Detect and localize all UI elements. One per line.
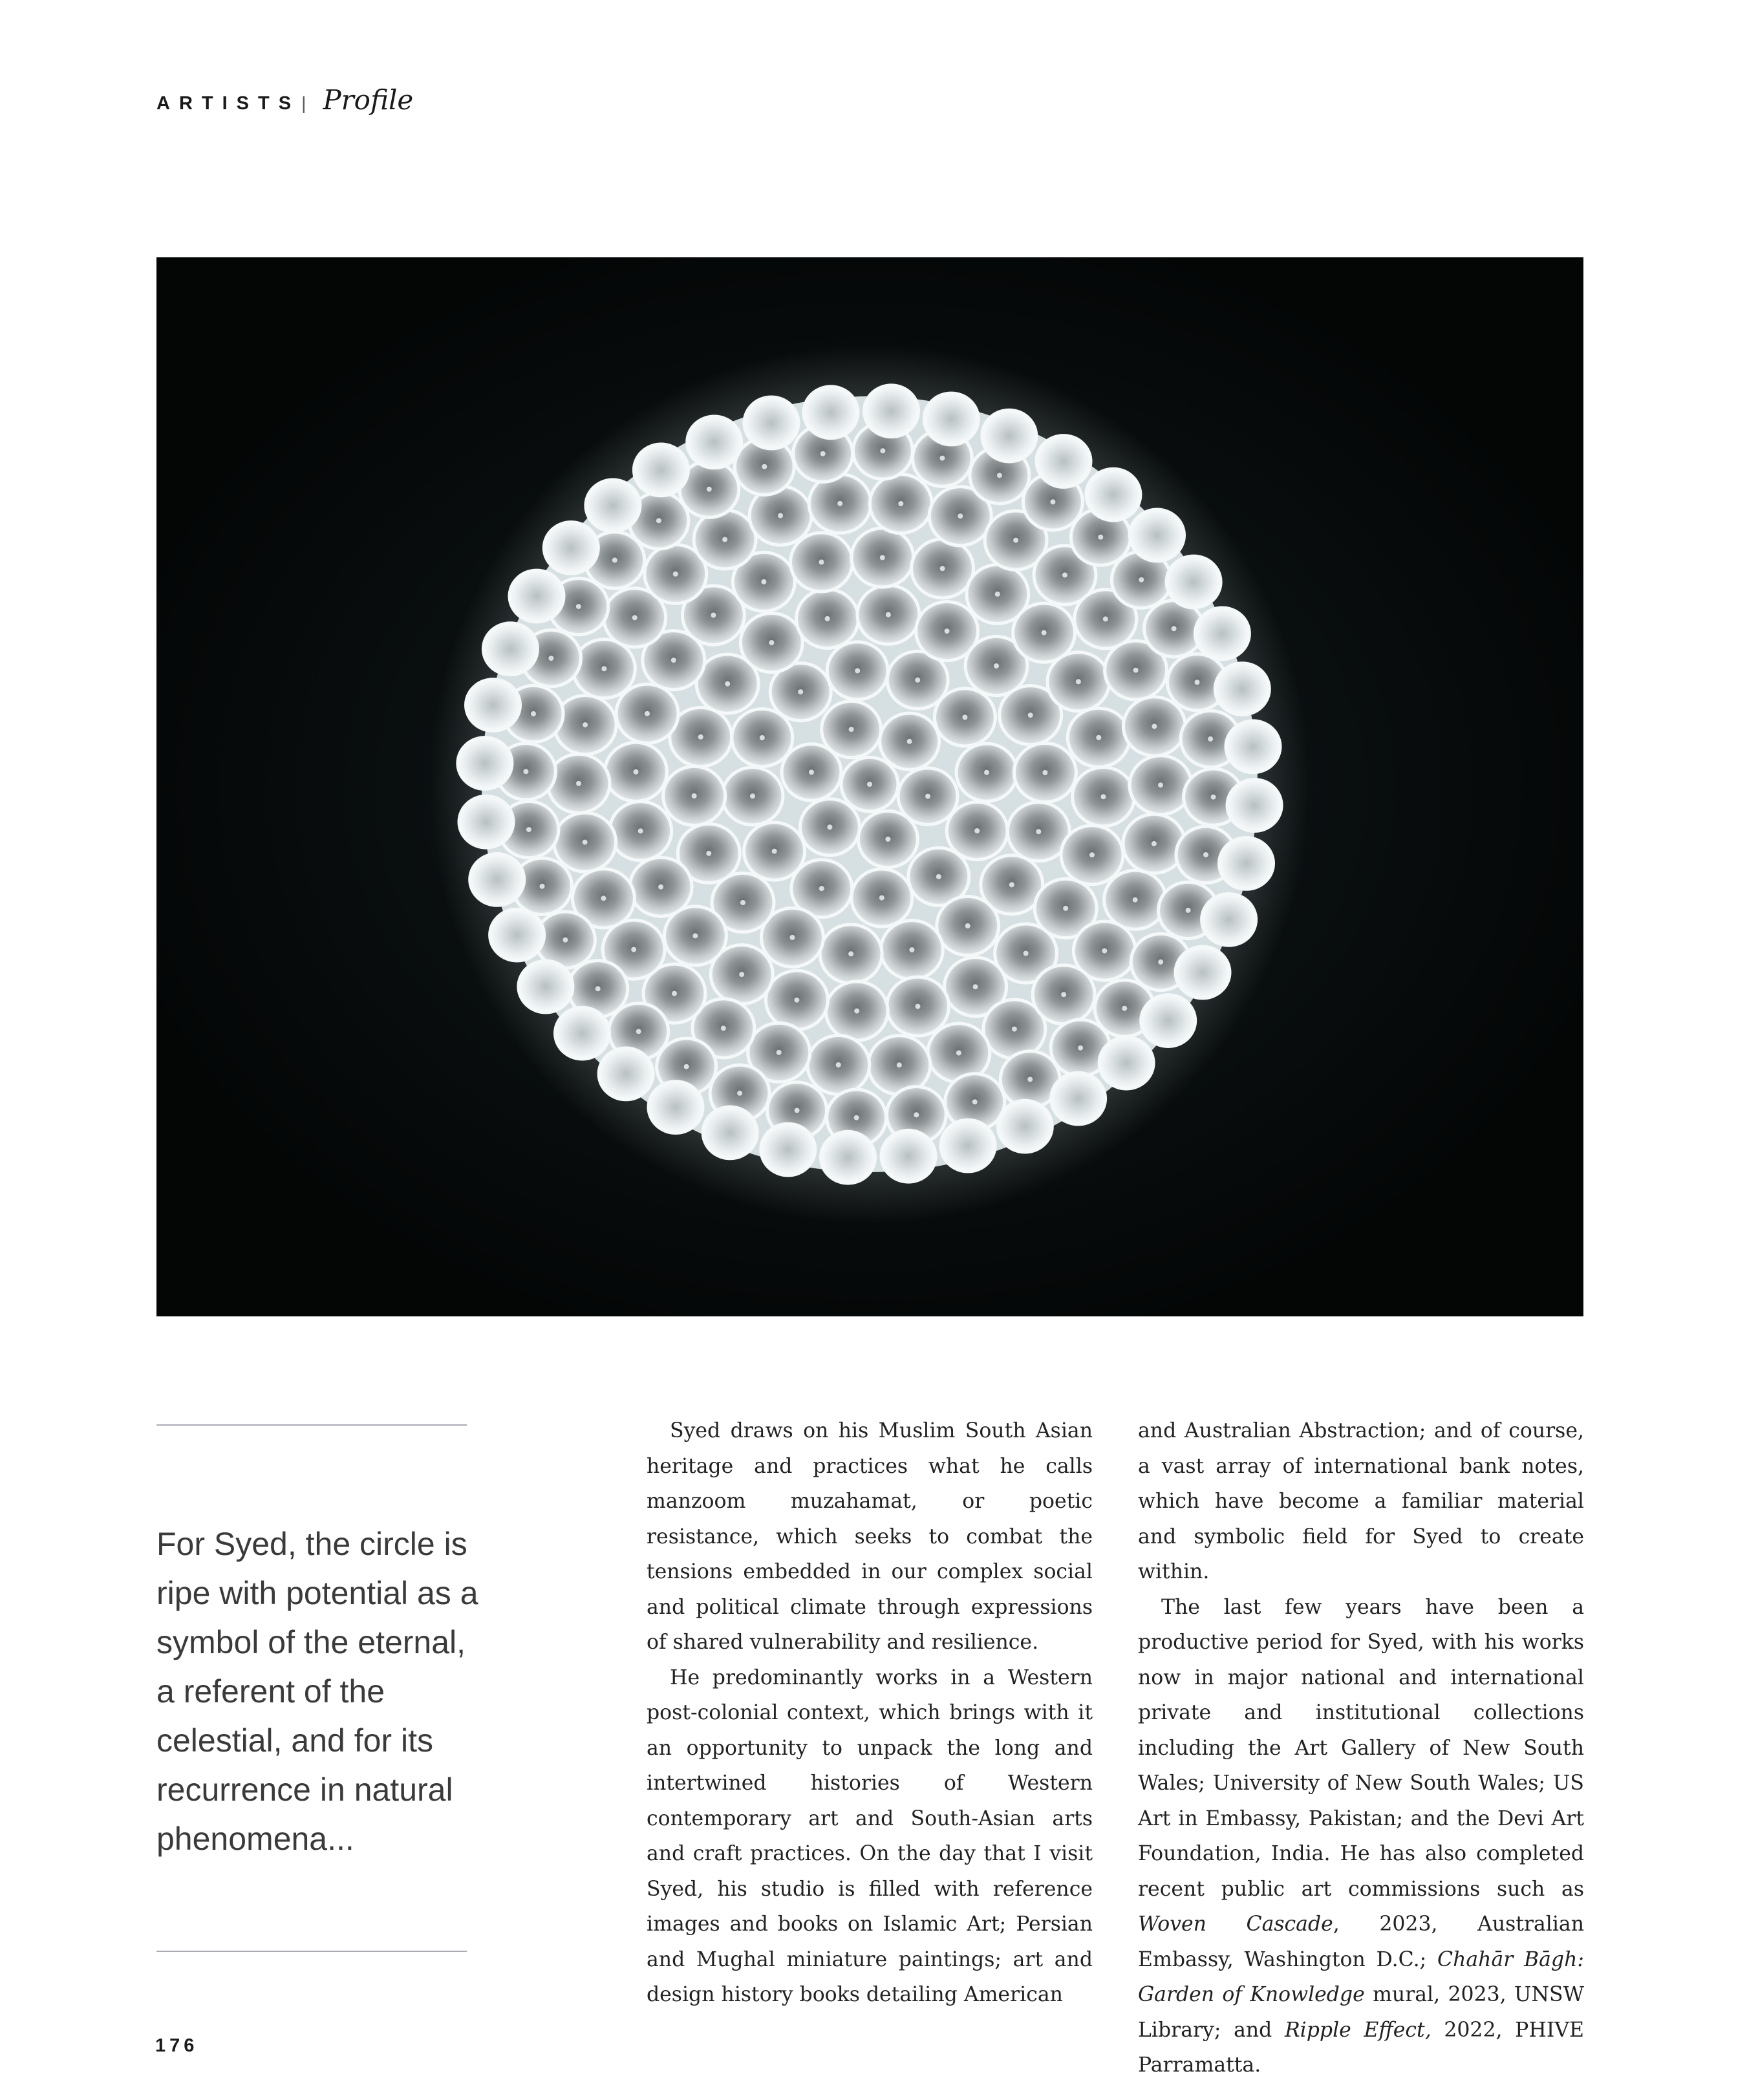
petal-cup <box>586 480 640 531</box>
petal-cup <box>1219 838 1274 890</box>
petal-cup <box>1036 436 1091 488</box>
petal-center <box>837 501 842 506</box>
petal-center <box>854 1009 859 1014</box>
petal-center <box>760 735 765 740</box>
petal-center <box>658 884 663 890</box>
petal-center <box>1133 897 1138 903</box>
petal-center <box>692 933 698 938</box>
petal-center <box>1208 736 1213 742</box>
petal-center <box>798 689 803 694</box>
petal-center <box>848 951 853 956</box>
petal-center <box>739 972 744 977</box>
petal-center <box>945 628 950 634</box>
petal-center <box>583 840 588 845</box>
petal-center <box>576 604 581 609</box>
petal-cup <box>1202 894 1256 945</box>
petal-cup <box>1051 1073 1106 1124</box>
petal-center <box>1098 535 1103 540</box>
petal-center <box>940 566 945 571</box>
body-column-1 <box>647 1413 1093 2013</box>
column-2-paragraph-2 <box>1138 1590 1584 2083</box>
petal-center <box>1186 908 1191 913</box>
petal-center <box>1036 829 1041 834</box>
petal-center <box>1076 679 1081 684</box>
petal-cup <box>1130 509 1185 561</box>
page-number: 176 <box>155 2035 198 2056</box>
paragraph-text: 2022, PHIVE Parramatta. <box>1138 2018 1585 2077</box>
petal-center <box>886 612 891 617</box>
petal-cup <box>649 1082 703 1133</box>
petal-center <box>827 824 832 830</box>
running-head <box>156 84 413 116</box>
petal-center <box>740 900 745 905</box>
petal-center <box>1152 723 1157 729</box>
petal-cup <box>634 444 688 496</box>
petal-center <box>1122 1006 1127 1011</box>
petal-center <box>631 947 636 952</box>
petal-center <box>1042 630 1047 636</box>
petal-center <box>725 681 730 687</box>
petal-center <box>750 793 755 798</box>
petal-cup <box>982 410 1036 462</box>
petal-center <box>722 537 727 542</box>
petal-center <box>855 668 860 673</box>
petal-center <box>995 592 1000 597</box>
pull-quote: For Syed, the circle is ripe with potential as a symbol of the eternal, a referent of the celestial, and for its recurrence in natural phenomena... <box>156 1526 478 1857</box>
petal-center <box>854 1115 859 1120</box>
petal-center <box>973 984 978 989</box>
petal-center <box>769 640 774 645</box>
petal-center <box>1012 1027 1017 1032</box>
petal-cup <box>881 1130 936 1182</box>
petal-center <box>601 895 606 901</box>
petal-center <box>880 555 885 560</box>
petal-center <box>879 895 884 901</box>
petal-center <box>809 769 814 775</box>
petal-center <box>1101 794 1106 799</box>
petal-center <box>1050 499 1055 504</box>
petal-center <box>595 986 601 991</box>
petal-center <box>707 487 712 492</box>
petal-center <box>915 678 920 683</box>
petal-center <box>778 513 783 519</box>
section-label: ARTISTS <box>156 93 301 114</box>
petal-center <box>836 1062 841 1067</box>
petal-center <box>1139 577 1144 583</box>
petal-cup <box>703 1107 757 1159</box>
petal-center <box>761 579 766 584</box>
petal-center <box>563 938 568 943</box>
petal-cup <box>804 387 858 438</box>
petal-center <box>1211 795 1216 800</box>
artwork-title: Ripple Effect, <box>1284 2018 1431 2042</box>
petal-center <box>1158 782 1163 788</box>
column-1-paragraph-1: Syed draws on his Muslim South Asian heritage and practices what he calls manzoom muzahamat, or poetic resistance, which seeks to combat the tensions embedded in our complex social and political climate through expressions of shared vulnerability and resilience. <box>647 1419 1093 1654</box>
petal-center <box>1089 852 1095 857</box>
petal-center <box>897 1062 902 1067</box>
petal-cup <box>1166 556 1221 608</box>
petal-center <box>777 1050 782 1055</box>
petal-center <box>634 769 639 775</box>
petal-cup <box>490 909 544 961</box>
petal-center <box>1027 1077 1033 1082</box>
petal-center <box>772 849 777 854</box>
petal-center <box>1042 770 1047 775</box>
petal-center <box>612 557 617 562</box>
paragraph-text: , 2023, Australian Embassy, Washington D.C.; <box>1138 1912 1584 1971</box>
artwork-title: Chahār Bāgh: Garden of Knowledge <box>1138 1947 1584 2006</box>
petal-center <box>974 828 980 833</box>
petal-cup <box>466 680 520 731</box>
petal-center <box>849 727 854 732</box>
petal-center <box>1009 882 1014 887</box>
petal-center <box>825 616 830 621</box>
paragraph-text: mural, 2023, UNSW Library; and <box>1138 1983 1584 2042</box>
petal-center <box>965 923 970 928</box>
artwork-title: Woven Cascade <box>1138 1912 1333 1936</box>
petal-center <box>867 782 872 787</box>
petal-center <box>645 711 650 716</box>
petal-center <box>638 828 643 833</box>
petal-cup <box>1175 947 1230 998</box>
petal-cup <box>509 570 564 622</box>
petal-cup <box>998 1100 1052 1152</box>
petal-center <box>1061 992 1066 997</box>
petal-center <box>671 658 676 663</box>
petal-center <box>916 1004 921 1009</box>
petal-cup <box>941 1120 995 1172</box>
petal-cup <box>1099 1037 1153 1089</box>
petal-center <box>673 572 678 577</box>
petal-center <box>789 935 795 940</box>
pull-quote-top-rule <box>156 1424 467 1426</box>
petal-center <box>1133 668 1139 673</box>
petal-center <box>672 991 677 996</box>
petal-center <box>721 1025 726 1031</box>
petal-center <box>962 714 967 720</box>
petal-center <box>984 770 989 775</box>
petal-cup <box>544 522 598 574</box>
petal-center <box>1013 538 1018 543</box>
petal-center <box>656 518 661 523</box>
petal-center <box>737 1091 742 1096</box>
petal-center <box>936 874 941 879</box>
petal-center <box>1028 712 1033 718</box>
petal-center <box>956 1051 961 1056</box>
petal-center <box>907 739 912 744</box>
petal-cup <box>1227 780 1281 831</box>
petal-cup <box>459 796 513 848</box>
petal-center <box>548 656 553 661</box>
petal-center <box>925 794 930 799</box>
petal-center <box>762 464 767 469</box>
paragraph-text: The last few years have been a productive period for Syed, with his works now in major national and international private and institutional collections including the Art Gallery of New South Wales; University of New South Wales; US Art in Embassy, Pakistan; and the Devi Art Foundation, India. He has also completed recent public art commissions such as <box>1138 1595 1584 1901</box>
petal-center <box>909 947 914 952</box>
petal-cup <box>599 1048 653 1100</box>
petal-center <box>1103 616 1108 621</box>
header-divider: | <box>301 93 306 113</box>
petal-cup <box>1195 608 1249 659</box>
sculpture-illustration <box>156 257 1583 1316</box>
petal-cup <box>744 397 799 449</box>
petal-center <box>1024 951 1029 956</box>
petal-center <box>898 501 903 506</box>
petal-center <box>601 666 606 671</box>
petal-center <box>958 513 963 519</box>
petal-center <box>1158 959 1163 965</box>
petal-center <box>880 448 885 453</box>
petal-cup <box>483 623 537 675</box>
section-subtitle: Profile <box>323 84 414 116</box>
pull-quote-bottom-rule <box>156 1951 467 1952</box>
petal-center <box>1096 735 1101 740</box>
petal-center <box>576 781 581 786</box>
petal-center <box>540 884 545 889</box>
petal-center <box>711 613 716 618</box>
petal-center <box>1172 626 1177 631</box>
petal-center <box>632 615 638 620</box>
petal-center <box>531 711 536 716</box>
petal-cup <box>1215 663 1269 715</box>
sculpture-photo <box>156 257 1583 1316</box>
petal-cup <box>821 1131 875 1183</box>
petal-center <box>698 734 703 740</box>
petal-center <box>819 559 824 564</box>
petal-center <box>914 1112 919 1117</box>
petal-center <box>1062 572 1067 577</box>
petal-center <box>706 851 711 856</box>
petal-center <box>795 1108 800 1113</box>
petal-center <box>819 886 824 891</box>
petal-cup <box>1226 721 1280 773</box>
petal-center <box>636 1029 641 1034</box>
petal-center <box>994 663 999 669</box>
petal-center <box>794 998 799 1003</box>
petal-cup <box>555 1007 610 1059</box>
petal-center <box>583 722 588 727</box>
petal-center <box>1203 852 1208 857</box>
petal-cup <box>1141 995 1195 1047</box>
petal-center <box>885 837 890 842</box>
petal-cup <box>458 738 512 789</box>
petal-center <box>1078 1045 1083 1051</box>
petal-center <box>972 1099 978 1104</box>
petal-cup <box>470 854 524 906</box>
petal-cup <box>864 385 919 437</box>
petal-cup <box>687 416 742 468</box>
petal-cup <box>761 1124 815 1175</box>
petal-center <box>692 793 697 798</box>
petal-center <box>1102 948 1107 954</box>
petal-center <box>997 473 1002 478</box>
petal-center <box>684 1064 689 1069</box>
petal-cup <box>1086 469 1141 520</box>
petal-center <box>523 769 528 774</box>
petal-center <box>526 827 531 832</box>
petal-center <box>820 451 826 456</box>
petal-cup <box>924 393 978 445</box>
column-2-paragraph-1: and Australian Abstraction; and of course, a vast array of international bank notes, which have become a familiar material and symbolic field for Syed to create within. <box>1138 1419 1584 1583</box>
petal-cup <box>519 961 573 1012</box>
petal-center <box>1195 680 1200 685</box>
petal-center <box>939 456 945 461</box>
body-column-2 <box>1138 1413 1584 2083</box>
petal-center <box>1152 841 1157 846</box>
petal-center <box>1063 906 1068 911</box>
column-1-paragraph-2: He predominantly works in a Western post-colonial context, which brings with it an opportunity to unpack the long and intertwined histories of Western contemporary art and South-Asian arts and craft practices. On the day that I visit Syed, his studio is filled with reference images and books on Islamic Art; Persian and Mughal miniature paintings; art and design history books detailing American <box>647 1666 1093 2006</box>
